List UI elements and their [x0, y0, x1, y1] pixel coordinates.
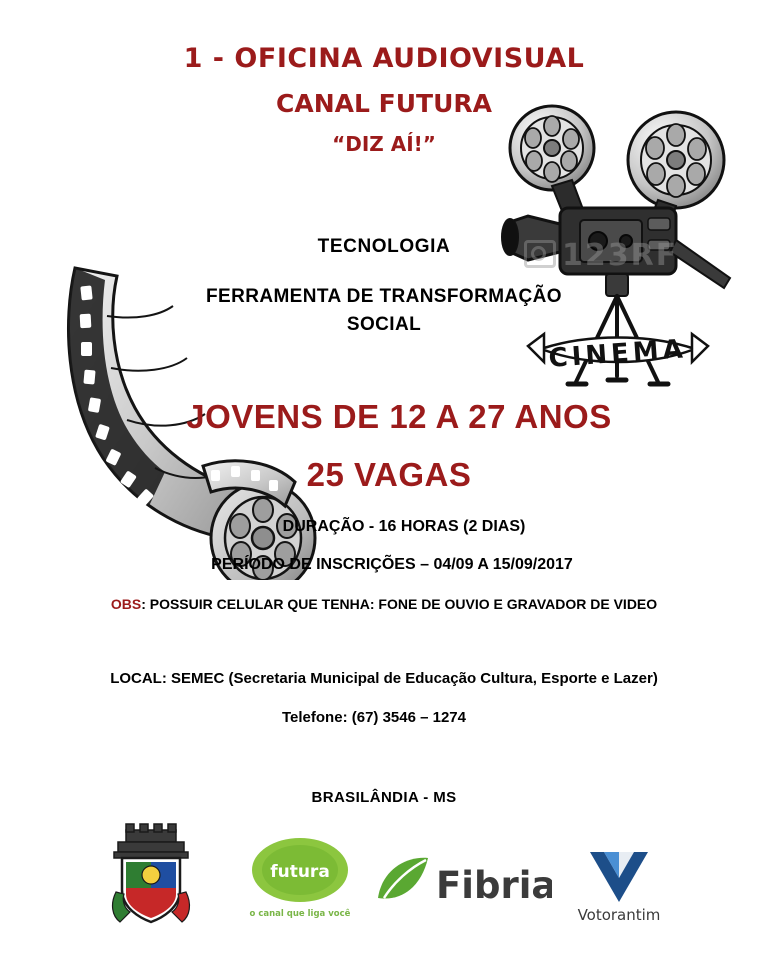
poster-highlight-block	[0, 398, 768, 494]
subtitle-tecnologia: TECNOLOGIA	[317, 236, 451, 257]
page-title: 1 - OFICINA AUDIOVISUAL	[183, 43, 585, 74]
watermark-label: 123RF	[562, 238, 679, 273]
title-subline-canal-futura: CANAL FUTURA	[276, 88, 492, 118]
logo-brasao-brasilandia	[96, 822, 206, 927]
logo-votorantim	[560, 846, 678, 926]
poster-location-block	[0, 670, 768, 726]
poster-title-block	[0, 44, 768, 155]
svg-text:futura: futura	[270, 862, 330, 882]
logo-canal-futura	[243, 834, 358, 929]
location-city: BRASILÂNDIA - MS	[311, 789, 457, 806]
svg-text:Fibria: Fibria	[436, 864, 552, 907]
svg-text:o canal que liga você: o canal que liga você	[249, 909, 351, 919]
highlight-age-range: JOVENS DE 12 A 27 ANOS	[186, 398, 612, 435]
note-text: : POSSUIR CELULAR QUE TENHA: FONE DE OUVIO E GRAVADOR DE VIDEO	[141, 596, 658, 612]
subtitle-ferramenta: FERRAMENTA DE TRANSFORMAÇÃO	[206, 286, 562, 307]
note-label: OBS	[110, 596, 142, 612]
svg-text:Votorantim: Votorantim	[577, 906, 661, 924]
logo-row	[0, 820, 768, 940]
detail-registration-period: PERÍODO DE INSCRIÇÕES – 04/09 A 15/09/2017	[211, 556, 573, 573]
svg-text:CINEMA: CINEMA	[547, 334, 688, 374]
detail-note	[0, 596, 768, 612]
location-phone: Telefone: (67) 3546 – 1274	[282, 709, 466, 726]
subtitle-social: SOCIAL	[346, 314, 422, 335]
poster-details-block	[0, 518, 768, 612]
highlight-slots: 25 VAGAS	[306, 456, 472, 493]
detail-duration: DURAÇÃO - 16 HORAS (2 DIAS)	[282, 518, 526, 535]
title-subline-diz-ai: “DIZ AÍ!”	[332, 132, 436, 157]
location-place: LOCAL: SEMEC (Secretaria Municipal de Educação Cultura, Esporte e Lazer)	[110, 670, 658, 687]
logo-fibria	[372, 852, 552, 916]
poster-subtitle-block	[0, 236, 768, 336]
